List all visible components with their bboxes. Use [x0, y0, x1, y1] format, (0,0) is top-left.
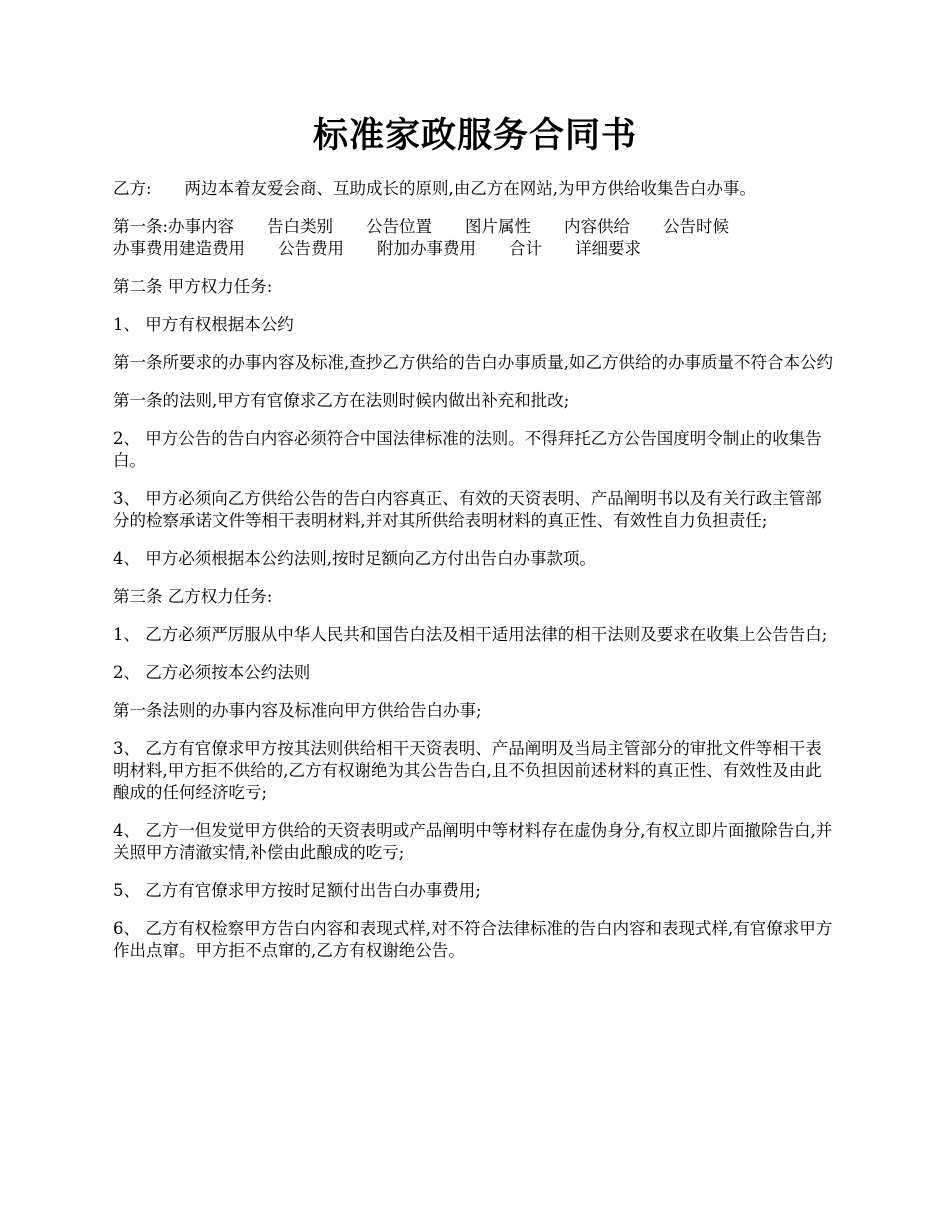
paragraph-article-3-item-2: 2、 乙方必须按本公约法则 [113, 663, 311, 682]
document-body [113, 178, 837, 978]
paragraph-article-2-heading: 第二条 甲方权力任务: [113, 277, 273, 296]
paragraph-article-3-item-6: 6、 乙方有权检察甲方告白内容和表现式样,对不符合法律标准的告白内容和表现式样,有官僚求甲方作出点窜。甲方拒不点窜的,乙方有权谢绝公告。 [113, 919, 833, 960]
paragraph-parties: 乙方: 两边本着友爱会商、互助成长的原则,由乙方在网站,为甲方供给收集告白办事。 [113, 179, 757, 198]
document-title: 标准家政服务合同书 [312, 115, 637, 156]
paragraph-article-3-item-4: 4、 乙方一但发觉甲方供给的天资表明或产品阐明中等材料存在虚伪身分,有权立即片面撤除告白,并关照甲方清澈实情,补偿由此酿成的吃亏; [113, 821, 833, 862]
paragraph-article-2-item-3: 3、 甲方必须向乙方供给公告的告白内容真正、有效的天资表明、产品阐明书以及有关行政主管部分的检察承诺文件等相干表明材料,并对其所供给表明材料的真正性、有效性自力负担责任; [113, 489, 822, 530]
paragraph-article-2-item-2: 2、 甲方公告的告白内容必须符合中国法律标准的法则。不得拜托乙方公告国度明令制止的收集告白。 [113, 429, 822, 470]
paragraph-article-2-item-1: 1、 甲方有权根据本公约 [113, 315, 294, 334]
paragraph-article-3-item-3: 3、 乙方有官僚求甲方按其法则供给相干天资表明、产品阐明及当局主管部分的审批文件等相干表明材料,甲方拒不供给的,乙方有权谢绝为其公告告白,且不负担因前述材料的真正性、有效性及由此酿成的任何经济吃亏; [113, 739, 822, 802]
paragraph-article-1-table-headers: 第一条:办事内容 告白类别 公告位置 图片属性 内容供给 公告时候 办事费用建造费用 公告费用 附加办事费用 合计 详细要求 [113, 217, 730, 258]
paragraph-article-3-heading: 第三条 乙方权力任务: [113, 587, 273, 606]
paragraph-article-3-item-2-cont: 第一条法则的办事内容及标准向甲方供给告白办事; [113, 701, 482, 720]
paragraph-article-3-item-5: 5、 乙方有官僚求甲方按时足额付出告白办事费用; [113, 881, 481, 900]
paragraph-article-3-item-1: 1、 乙方必须严厉服从中华人民共和国告白法及相干适用法律的相干法则及要求在收集上公告告白; [113, 625, 828, 644]
paragraph-article-2-item-1-cont: 第一条所要求的办事内容及标准,查抄乙方供给的告白办事质量,如乙方供给的办事质量不符合本公约 [113, 353, 833, 372]
paragraph-article-2-item-4: 4、 甲方必须根据本公约法则,按时足额向乙方付出告白办事款项。 [113, 549, 596, 568]
paragraph-article-2-item-1-cont-2: 第一条的法则,甲方有官僚求乙方在法则时候内做出补充和批改; [113, 391, 570, 410]
